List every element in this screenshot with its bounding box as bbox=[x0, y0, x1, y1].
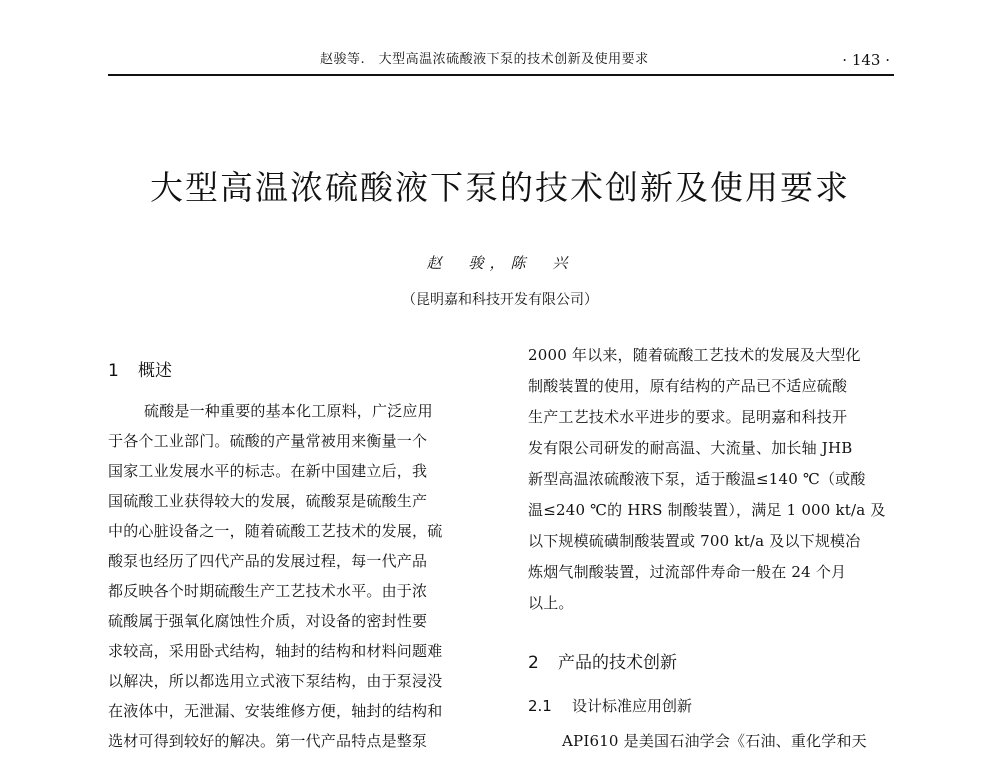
body-line: 生产工艺技术水平进步的要求。昆明嘉和科技开 bbox=[528, 408, 848, 426]
page-number: · 143 · bbox=[842, 51, 890, 69]
subsection-2-1-number: 2.1 bbox=[528, 697, 552, 715]
body-line: 硫酸属于强氧化腐蚀性介质，对设备的密封性要 bbox=[108, 612, 428, 630]
body-line: 中的心脏设备之一，随着硫酸工艺技术的发展，硫 bbox=[108, 522, 443, 540]
body-line: 硫酸是一种重要的基本化工原料，广泛应用 bbox=[144, 402, 433, 420]
body-line: 选材可得到较好的解决。第一代产品特点是整泵 bbox=[108, 732, 428, 750]
body-line: 国硫酸工业获得较大的发展，硫酸泵是硫酸生产 bbox=[108, 492, 428, 510]
section-1-number: 1 bbox=[108, 361, 119, 381]
affiliation: （昆明嘉和科技开发有限公司） bbox=[402, 292, 598, 308]
body-line: 酸泵也经历了四代产品的发展过程，每一代产品 bbox=[108, 552, 428, 570]
body-line: 以下规模硫磺制酸装置或 700 kt/a 及以下规模冶 bbox=[528, 532, 861, 550]
body-line: API610 是美国石油学会《石油、重化学和天 bbox=[562, 732, 867, 750]
body-line: 发有限公司研发的耐高温、大流量、加长轴 JHB bbox=[528, 439, 853, 457]
authors: 赵 骏，陈 兴 bbox=[426, 254, 574, 272]
subsection-2-1-title: 设计标准应用创新 bbox=[572, 697, 693, 715]
body-line: 国家工业发展水平的标志。在新中国建立后，我 bbox=[108, 462, 428, 480]
section-1-heading bbox=[108, 358, 172, 384]
body-line: 炼烟气制酸装置，过流部件寿命一般在 24 个月 bbox=[528, 563, 847, 581]
body-line: 温≤240 ℃的 HRS 制酸装置），满足 1 000 kt/a 及 bbox=[528, 501, 886, 519]
body-line: 制酸装置的使用，原有结构的产品已不适应硫酸 bbox=[528, 377, 848, 395]
header-rule bbox=[108, 74, 894, 76]
section-2-heading bbox=[528, 650, 677, 676]
body-line: 以解决，所以都选用立式液下泵结构，由于泵浸没 bbox=[108, 672, 443, 690]
section-1-title: 概述 bbox=[138, 361, 172, 381]
body-line: 在液体中，无泄漏、安装维修方便，轴封的结构和 bbox=[108, 702, 443, 720]
subsection-2-1-heading bbox=[528, 694, 692, 718]
running-header bbox=[108, 50, 898, 72]
running-title: 赵骏等. 大型高温浓硫酸液下泵的技术创新及使用要求 bbox=[320, 52, 649, 67]
body-line: 新型高温浓硫酸液下泵，适于酸温≤140 ℃（或酸 bbox=[528, 470, 866, 488]
section-2-title: 产品的技术创新 bbox=[558, 653, 677, 673]
body-line: 都反映各个时期硫酸生产工艺技术水平。由于浓 bbox=[108, 582, 428, 600]
body-line: 于各个工业部门。硫酸的产量常被用来衡量一个 bbox=[108, 432, 428, 450]
body-line: 以上。 bbox=[528, 594, 574, 612]
paper-title: 大型高温浓硫酸液下泵的技术创新及使用要求 bbox=[150, 168, 850, 207]
body-line: 2000 年以来，随着硫酸工艺技术的发展及大型化 bbox=[528, 346, 861, 364]
section-2-number: 2 bbox=[528, 653, 539, 673]
body-line: 求较高，采用卧式结构，轴封的结构和材料问题难 bbox=[108, 642, 443, 660]
